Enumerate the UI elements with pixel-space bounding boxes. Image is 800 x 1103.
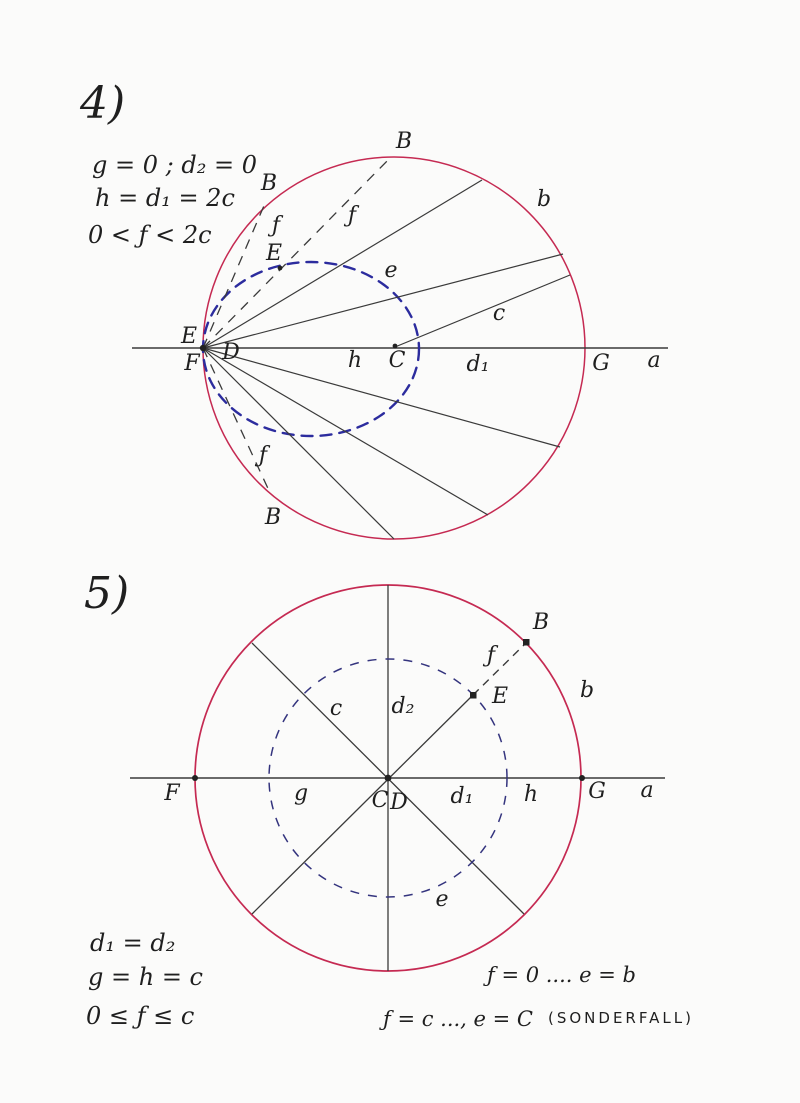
fig4-chord-1	[203, 180, 482, 348]
fig5-label-C-center: C	[371, 788, 389, 813]
fig4-label-B-lower: B	[264, 505, 282, 530]
fig4-label-E-left: E	[180, 324, 198, 349]
figure5-note-2-sonderfall: (SONDERFALL)	[548, 1009, 694, 1027]
figure-4	[79, 78, 668, 539]
fig4-label-E-midpoint: E	[265, 241, 283, 266]
figure5-heading: 5)	[84, 568, 130, 619]
figure5-note-1: ƒ = 0 .... e = b	[487, 963, 636, 987]
fig4-label-f-upper-left: ƒ	[271, 213, 281, 238]
figure4-condition-1: g = 0 ; d₂ = 0	[92, 151, 257, 179]
fig4-chord-2	[203, 254, 563, 348]
fig4-label-B-upper-left: B	[260, 171, 278, 196]
fig5-label-d2-segment: d₂	[391, 694, 415, 719]
fig5-label-D-center: D	[390, 790, 408, 815]
figure5-note-2: ƒ = c ..., e = C	[383, 1007, 533, 1031]
fig4-dashed-chord-to-lower-B	[203, 348, 271, 495]
fig5-label-h-segment: h	[523, 782, 539, 807]
fig4-label-f-lower: ƒ	[258, 443, 268, 468]
fig5-point-E-square-dot	[470, 692, 477, 699]
fig4-label-h-segment: h	[347, 348, 363, 373]
fig5-point-F-dot	[192, 775, 198, 781]
fig4-radius-c-line	[395, 275, 570, 347]
fig5-label-g-segment: g	[293, 781, 309, 806]
figure4-condition-3: 0 < ƒ < 2c	[88, 221, 212, 249]
figure-5	[84, 568, 694, 1031]
fig4-label-B-top: B	[395, 129, 413, 154]
figure5-condition-3: 0 ≤ ƒ ≤ c	[86, 1002, 195, 1030]
fig4-label-f-top: ƒ	[347, 203, 357, 228]
fig5-label-a-axis: a	[640, 778, 654, 803]
fig5-label-G-right: G	[588, 779, 606, 804]
fig5-label-b-arc: b	[579, 678, 595, 703]
fig4-point-E-dot	[278, 266, 283, 271]
fig5-label-e-locus: e	[435, 887, 449, 912]
fig5-label-d1-segment: d₁	[450, 784, 474, 809]
fig4-label-a-axis: a	[647, 348, 661, 373]
fig5-label-f-segment: ƒ	[486, 643, 496, 668]
fig4-label-d1-segment: d₁	[466, 352, 490, 377]
figure5-condition-1: d₁ = d₂	[90, 929, 176, 957]
fig4-label-c-radius: c	[492, 301, 506, 326]
fig4-label-F-left: F	[184, 351, 200, 376]
fig4-label-b-arc: b	[536, 187, 552, 212]
fig5-point-B-square-dot	[523, 639, 530, 646]
figure4-condition-2: h = d₁ = 2c	[95, 184, 235, 212]
fig5-label-B-point: B	[532, 610, 550, 635]
fig4-label-G-right: G	[592, 351, 610, 376]
fig4-chord-3	[203, 348, 560, 447]
fig4-label-C-center: C	[388, 348, 406, 373]
fig5-diagonal-sw-ne-solid	[252, 695, 473, 914]
fig5-center-dot	[385, 775, 392, 782]
fig5-label-F-left: F	[164, 781, 180, 806]
fig4-point-F-dot	[200, 345, 206, 351]
figure5-condition-2: g = h = c	[88, 963, 203, 991]
fig4-label-D-left: D	[222, 340, 240, 365]
fig5-point-G-dot	[579, 775, 585, 781]
fig5-label-c-radius: c	[329, 696, 343, 721]
fig4-label-e-locus: e	[384, 258, 398, 283]
fig5-label-E-point: E	[491, 684, 509, 709]
figure4-heading: 4)	[80, 78, 126, 129]
